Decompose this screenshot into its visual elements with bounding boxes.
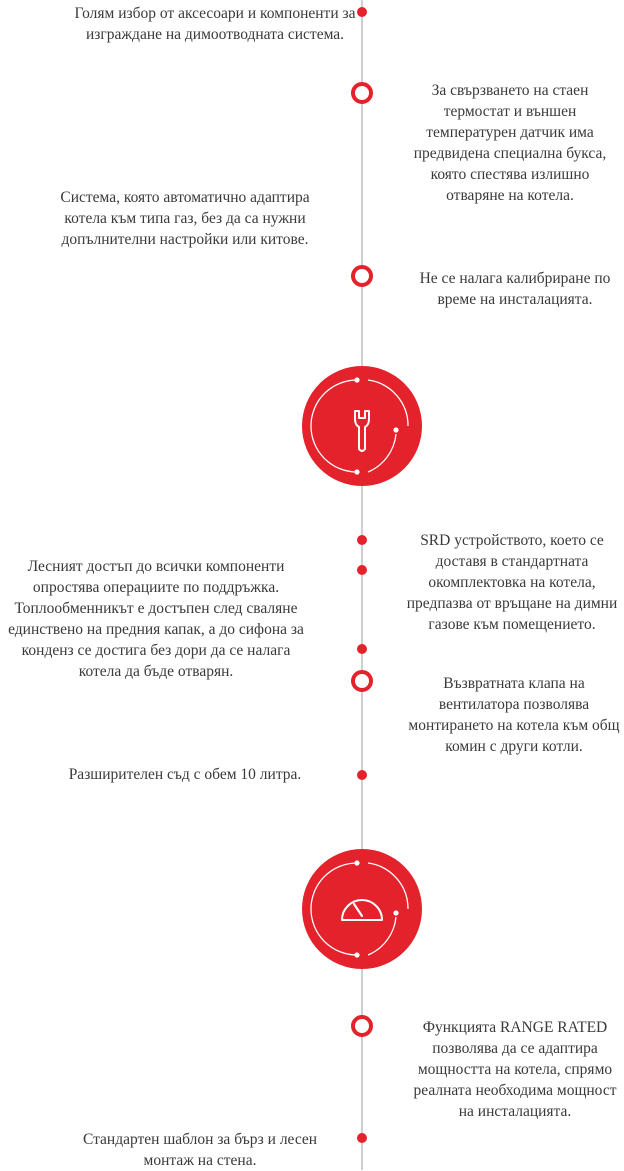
check-valve-text: Възвратната клапа на вентилатора позволява монтирането на котела към общ комин с други котли. xyxy=(408,675,620,755)
timeline-dot xyxy=(357,1133,367,1143)
gauge-icon xyxy=(302,849,422,969)
timeline-ring xyxy=(351,1015,373,1037)
timeline-ring xyxy=(351,670,373,692)
timeline-ring xyxy=(351,82,373,104)
no-calibration-text: Не се налага калибриране по време на инсталацията. xyxy=(419,270,611,308)
template-text: Стандартен шаблон за бърз и лесен монтаж на стена. xyxy=(82,1131,318,1169)
timeline-ring xyxy=(351,265,373,287)
range-rated-text: Функцията RANGE RATED позволява да се адаптира мощността на котела, спрямо реалната необходима мощност на инсталацията. xyxy=(413,1019,617,1120)
thermostat-text: За свързването на стаен термостат и външен температурен датчик има предвидена специална букса, която спестява излишно отваряне на котела. xyxy=(413,82,607,204)
access-text: Лесният достъп до всички компоненти опростява операциите по поддръжка. Топлообменникът е достъпен след сваляне единствено на предния капак, а до сифона за конденз се достига без дори да се налага котела да бъде отварян. xyxy=(8,558,304,680)
timeline-dot xyxy=(357,535,367,545)
srd-text: SRD устройството, което се доставя в стандартната окомплектовка на котела, предпазва от връщане на димни газове към помещението. xyxy=(406,532,618,633)
accessories-text: Голям избор от аксесоари и компоненти за изграждане на димоотводната система. xyxy=(74,5,356,43)
wrench-icon xyxy=(302,366,422,486)
timeline-line xyxy=(361,0,363,1170)
gas-adapt-text: Система, която автоматично адаптира котела към типа газ, без да са нужни допълнителни настройки или китове. xyxy=(60,189,310,248)
expansion-text: Разширителен съд с обем 10 литра. xyxy=(68,766,302,783)
timeline-dot xyxy=(357,565,367,575)
timeline-dot xyxy=(357,644,367,654)
timeline-dot xyxy=(357,770,367,780)
